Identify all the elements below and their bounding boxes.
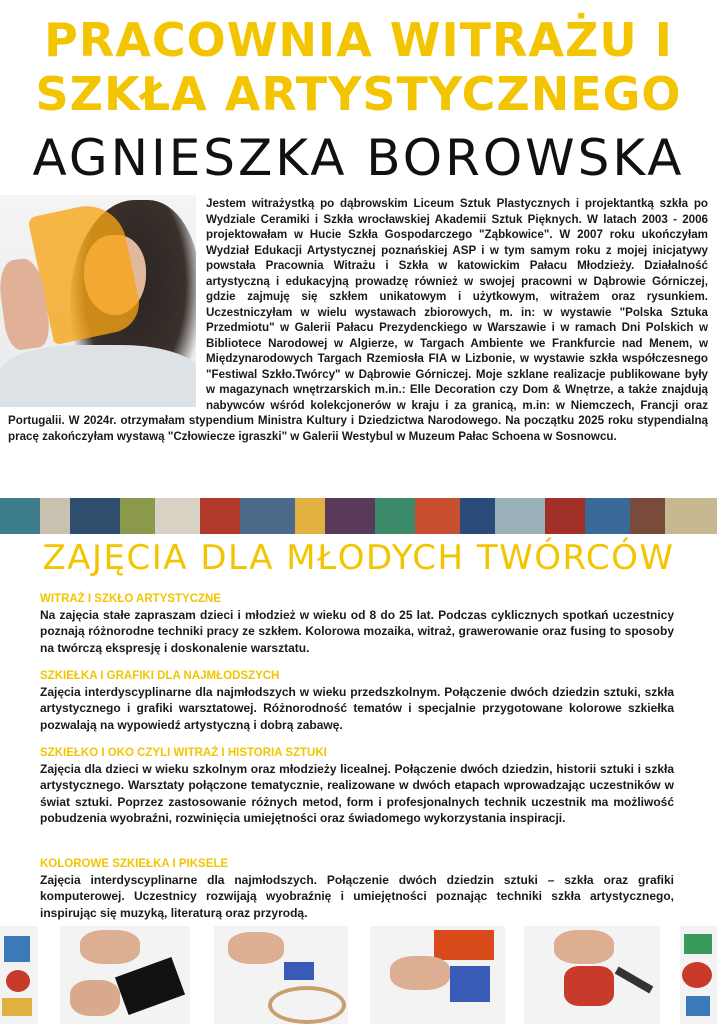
title-line-1: PRACOWNIA WITRAŻU I [44, 13, 673, 67]
biography [8, 196, 708, 444]
glass-mosaic-strip [0, 498, 717, 534]
biography-text: Jestem witrażystką po dąbrowskim Liceum Sztuk Plastycznych i projektantką szkła po Wydziale Ceramiki i Szkła wrocławskiej Akademii Sztuk Pięknych. W latach 2003 - 2006 projektowałam w Hucie Szkła Gospodarczego "Ząbkowice". W 2007 roku ukończyłam Wydział Edukacji Artystycznej poznańskiej ASP i w tym samym roku z mojej inicjatywy powstała Pracownia Witrażu i Szkła w katowickim Pałacu Młodzieży. Działalność artystyczną i edukacyjną prowadzę również w swojej pracowni w Dąbrowie Górniczej, gdzie zajmuję się szkłem unikatowym i użytkowym, witrażem oraz rysunkiem. Uczestniczyłam w wielu wystawach zbiorowych, m. in: w wystawie "Polska Sztuka Przedmiotu" w Galerii Pałacu Prezydenckiego w Warszawie i w ramach Dni Polskich w Bibliotece Narodowej w Algierze, w Targach Ambiente we Frankfurcie nad Menem, w Międzynarodowych Targach Rzemiosła FIA w Lizbonie, w wystawie szkła współczesnego "Festiwal Szkło.Twórcy" w Dąbrowie Górniczej. Moje szklane realizacje publikowane były w magazynach wnętrzarskich m.in.: Elle Decoration czy Dom & Wnętrze, a także znajdują nabywców wśród kolekcjonerów w kraju i za granicą, m.in: w Niemczech, Francji oraz Portugalii. W 2024r. otrzymałam stypendium Ministra Kultury i Dziedzictwa Narodowego. Na początku 2025 roku stypendialną pracę zakończyłam wystawą "Człowiecze igraszki" w Galerii Westybul w Muzeum Pałac Schoena w Sosnowcu. [8, 197, 708, 443]
author-name: AGNIESZKA BOROWSKA [32, 129, 685, 187]
workshop-photo [60, 926, 190, 1024]
workshop-photo [524, 926, 660, 1024]
workshop-photo [0, 926, 38, 1024]
portrait-spacer [8, 196, 206, 408]
workshop-photo-strip [0, 926, 717, 1024]
course-4 [40, 857, 674, 921]
course-description: Na zajęcia stałe zapraszam dzieci i młodzież w wieku od 8 do 25 lat. Podczas cyklicznych spotkań uczestnicy poznają różnorodne techniki pracy ze szkłem. Kolorowa mozaika, witraż, grawerowanie oraz fusing to sposoby na twórczą ekspresję i doskonalenie warsztatu. [40, 608, 674, 655]
course-heading: KOLOROWE SZKIEŁKA I PIKSELE [40, 858, 229, 870]
course-description: Zajęcia interdyscyplinarne dla najmłodszych w wieku przedszkolnym. Połączenie dwóch dziedzin sztuki, szkła artystycznego i grafiki warsztatowej. Różnorodność tematów i specjalnie przygotowane kolorowe szkiełka pozwalają na wypowiedź artystyczną i dobrą zabawę. [40, 685, 674, 732]
section-title: ZAJĘCIA DLA MŁODYCH TWÓRCÓW [42, 538, 675, 578]
course-heading: WITRAŻ I SZKŁO ARTYSTYCZNE [40, 593, 222, 605]
course-description: Zajęcia interdyscyplinarne dla najmłodszych. Połączenie dwóch dziedzin sztuki – szkła oraz grafiki komputerowej. Uczestnicy rozwijają wyobraźnię i umiejętności poznając techniki szkła artystycznego, inspirując się muzyką, literaturą oraz przyrodą. [40, 873, 674, 920]
course-1 [40, 592, 674, 656]
title-line-2: SZKŁA ARTYSTYCZNEGO [35, 67, 682, 121]
course-description: Zajęcia dla dzieci w wieku szkolnym oraz młodzieży licealnej. Połączenie dwóch dziedzin, historii sztuki i szkła artystycznego. Warsztaty połączone tematycznie, realizowane w dwóch etapach wprowadzając uczestników w świat sztuki. Poprzez zastosowanie różnych metod, form i profesjonalnych technik uczestnik ma możliwość pobudzenia wyobraźni, rozwinięcia umiejętności oraz świadomego wykorzystania inspiracji. [40, 762, 674, 825]
course-2 [40, 669, 674, 733]
workshop-photo [370, 926, 505, 1024]
workshop-photo [214, 926, 348, 1024]
course-3 [40, 746, 674, 826]
workshop-photo [680, 926, 717, 1024]
course-heading: SZKIEŁKO I OKO CZYLI WITRAŻ I HISTORIA SZTUKI [40, 747, 327, 759]
course-heading: SZKIEŁKA I GRAFIKI DLA NAJMŁODSZYCH [40, 670, 280, 682]
